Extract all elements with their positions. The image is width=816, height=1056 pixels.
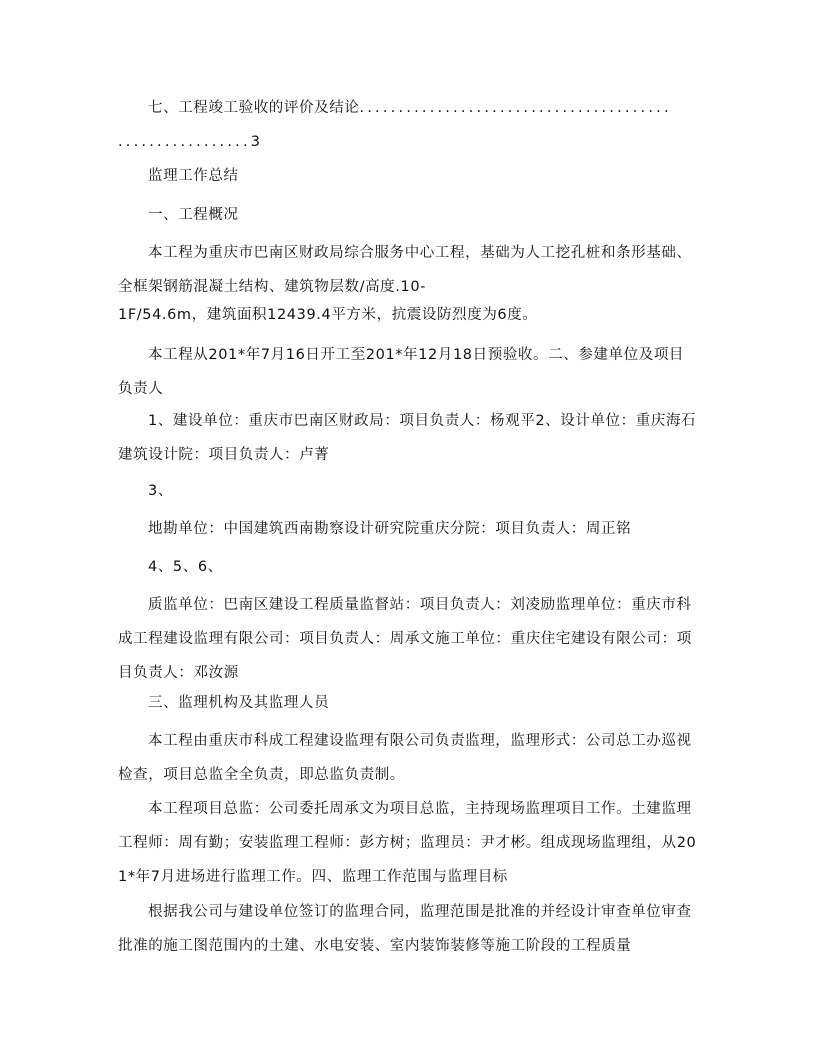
toc-leader-dots: ........................................ <box>359 100 672 116</box>
toc-entry-continuation <box>118 125 260 159</box>
section-heading-supervision-org: 三、监理机构及其监理人员 <box>148 695 330 711</box>
paragraph-units-1-2: 1、建设单位：重庆市巴南区财政局：项目负责人：杨观平2、设计单位：重庆海石建筑设计院：项目负责人：卢菁 <box>118 413 697 463</box>
list-marker-4-5-6: 4、5、6、 <box>148 559 223 575</box>
list-marker-3: 3、 <box>148 483 173 499</box>
paragraph-overview: 本工程为重庆市巴南区财政局综合服务中心工程，基础为人工挖孔桩和条形基础、全框架钢筋混凝土结构、建筑物层数/高度.10- <box>118 245 692 295</box>
document-heading: 监理工作总结 <box>148 168 239 184</box>
paragraph-survey-unit: 地勘单位：中国建筑西南勘察设计研究院重庆分院：项目负责人：周正铭 <box>148 521 632 537</box>
section-heading-overview: 一、工程概况 <box>148 207 239 223</box>
toc-page-number: 3 <box>250 134 260 150</box>
paragraph-overview-continued: 1F/54.6m，建筑面积12439.4平方米，抗震设防烈度为6度。 <box>118 307 538 323</box>
paragraph-supervision-scope: 根据我公司与建设单位签订的监理合同，监理范围是批准的并经设计审查单位审查批准的施工图范围内的土建、水电安装、室内装饰装修等施工阶段的工程质量 <box>118 904 692 954</box>
paragraph-supervision-org: 本工程由重庆市科成工程建设监理有限公司负责监理，监理形式：公司总工办巡视检查，项目总监全全负责，即总监负责制。 <box>118 733 692 783</box>
paragraph-quality-units: 质监单位：巴南区建设工程质量监督站：项目负责人：刘凌励监理单位：重庆市科成工程建设监理有限公司：项目负责人：周承文施工单位：重庆住宅建设有限公司：项目负责人：邓汝源 <box>118 597 692 681</box>
toc-entry-title: 七、工程竣工验收的评价及结论 <box>148 100 360 116</box>
paragraph-supervision-staff: 本工程项目总监：公司委托周承文为项目总监，主持现场监理项目工作。土建监理工程师：周有勤；安装监理工程师：彭方树；监理员：尹才彬。组成现场监理组，从201*年7月进场进行监理工作。四、监理工作范围与监理目标 <box>118 801 697 885</box>
toc-leader-dots-2: ................. <box>118 134 251 150</box>
toc-entry <box>148 91 698 125</box>
paragraph-schedule: 本工程从201*年7月16日开工至201*年12月18日预验收。二、参建单位及项目负责人 <box>118 347 685 397</box>
